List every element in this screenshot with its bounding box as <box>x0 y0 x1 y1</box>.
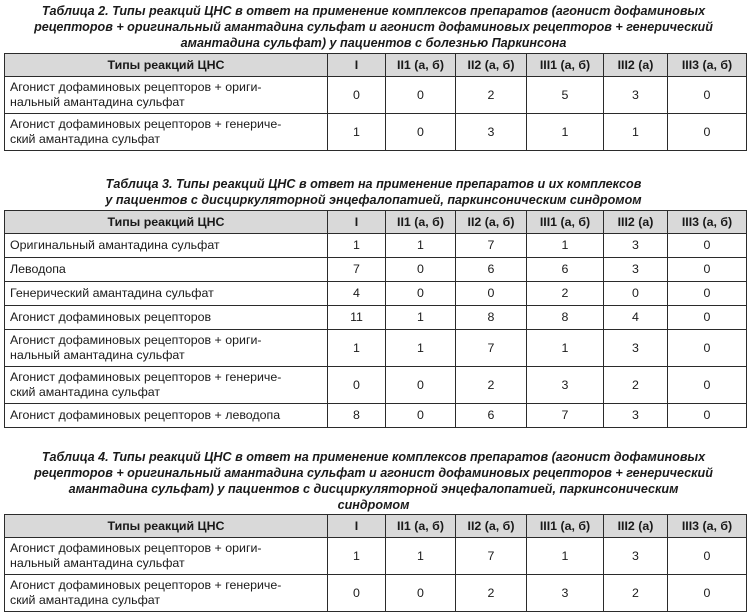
cell-value: 7 <box>456 330 527 367</box>
cell-value: 0 <box>668 367 747 404</box>
row-label-line: Агонист дофаминовых рецепторов <box>10 310 212 324</box>
cell-value: 4 <box>328 282 386 306</box>
cell-value: 2 <box>456 77 527 114</box>
cell-value: 8 <box>527 306 604 330</box>
table-3-caption <box>0 176 747 208</box>
table-row <box>5 77 747 114</box>
cell-value: 3 <box>456 114 527 151</box>
table-row <box>5 258 747 282</box>
cell-value: 0 <box>386 282 456 306</box>
row-label-line: ский амантадина сульфат <box>10 132 161 146</box>
row-label <box>5 234 328 258</box>
cell-value: 2 <box>604 575 668 612</box>
cell-value: 3 <box>527 575 604 612</box>
cell-value: 3 <box>604 330 668 367</box>
cell-value: 0 <box>386 77 456 114</box>
cell-value: 3 <box>604 77 668 114</box>
header-column: III3 (а, б) <box>668 515 747 538</box>
row-label-line: Леводопа <box>10 262 66 276</box>
table-2-caption <box>0 3 747 51</box>
cell-value: 0 <box>386 114 456 151</box>
cell-value: 0 <box>668 282 747 306</box>
row-label-line: ский амантадина сульфат <box>10 593 161 607</box>
cell-value: 6 <box>527 258 604 282</box>
cell-value: 1 <box>604 114 668 151</box>
table-3 <box>4 210 747 428</box>
cell-value: 2 <box>456 367 527 404</box>
row-label-line: Агонист дофаминовых рецепторов + генериче- <box>10 117 282 131</box>
cell-value: 3 <box>604 234 668 258</box>
header-column: III1 (а, б) <box>527 54 604 77</box>
header-column: III2 (а) <box>604 54 668 77</box>
row-label-line: Агонист дофаминовых рецепторов + генериче- <box>10 370 282 384</box>
cell-value: 7 <box>328 258 386 282</box>
cell-value: 0 <box>668 77 747 114</box>
header-column: II1 (а, б) <box>386 515 456 538</box>
cell-value: 1 <box>527 114 604 151</box>
header-column: III2 (а) <box>604 211 668 234</box>
table-4-caption <box>0 449 747 513</box>
row-label-line: нальный амантадина сульфат <box>10 95 185 109</box>
header-column: II1 (а, б) <box>386 211 456 234</box>
header-column: III2 (а) <box>604 515 668 538</box>
row-label <box>5 367 328 404</box>
cell-value: 4 <box>604 306 668 330</box>
row-label <box>5 258 328 282</box>
cell-value: 0 <box>386 367 456 404</box>
row-label-line: ский амантадина сульфат <box>10 385 161 399</box>
cell-value: 0 <box>456 282 527 306</box>
cell-value: 1 <box>527 538 604 575</box>
cell-value: 0 <box>668 234 747 258</box>
header-row <box>5 54 747 77</box>
table-row <box>5 330 747 367</box>
row-label <box>5 114 328 151</box>
cell-value: 5 <box>527 77 604 114</box>
cell-value: 8 <box>328 404 386 428</box>
table-row <box>5 306 747 330</box>
cell-value: 3 <box>604 404 668 428</box>
caption-line: у пациентов с дисциркуляторной энцефалопатией, паркинсоническим синдромом <box>105 193 642 207</box>
cell-value: 0 <box>328 77 386 114</box>
row-label <box>5 282 328 306</box>
cell-value: 0 <box>668 404 747 428</box>
caption-line: амантадина сульфат) у пациентов с болезнью Паркинсона <box>180 36 567 50</box>
row-label-line: Агонист дофаминовых рецепторов + ориги- <box>10 541 262 555</box>
cell-value: 1 <box>328 538 386 575</box>
cell-value: 1 <box>328 234 386 258</box>
cell-value: 0 <box>668 575 747 612</box>
caption-line: Таблица 3. Типы реакций ЦНС в ответ на применение препаратов и их комплексов <box>105 177 642 191</box>
cell-value: 3 <box>604 538 668 575</box>
row-label <box>5 538 328 575</box>
row-label <box>5 575 328 612</box>
row-label-line: Оригинальный амантадина сульфат <box>10 238 220 252</box>
cell-value: 0 <box>386 258 456 282</box>
header-reaction-type: Типы реакций ЦНС <box>5 54 328 77</box>
cell-value: 7 <box>527 404 604 428</box>
table-row <box>5 538 747 575</box>
cell-value: 0 <box>668 538 747 575</box>
cell-value: 1 <box>527 234 604 258</box>
cell-value: 0 <box>604 282 668 306</box>
header-column: I <box>328 211 386 234</box>
table-row <box>5 367 747 404</box>
header-column: II2 (а, б) <box>456 211 527 234</box>
table-row <box>5 114 747 151</box>
table-4 <box>4 514 747 612</box>
header-column: III1 (а, б) <box>527 211 604 234</box>
row-label-line: Генерический амантадина сульфат <box>10 286 214 300</box>
cell-value: 11 <box>328 306 386 330</box>
caption-line: Таблица 2. Типы реакций ЦНС в ответ на применение комплексов препаратов (агонист дофаминовых <box>41 4 706 18</box>
header-reaction-type: Типы реакций ЦНС <box>5 515 328 538</box>
row-label-line: Агонист дофаминовых рецепторов + леводопа <box>10 408 281 422</box>
row-label <box>5 77 328 114</box>
cell-value: 0 <box>386 404 456 428</box>
cell-value: 6 <box>456 258 527 282</box>
cell-value: 0 <box>328 575 386 612</box>
table-row <box>5 404 747 428</box>
cell-value: 1 <box>527 330 604 367</box>
header-row <box>5 515 747 538</box>
cell-value: 7 <box>456 538 527 575</box>
cell-value: 6 <box>456 404 527 428</box>
cell-value: 0 <box>328 367 386 404</box>
header-column: I <box>328 515 386 538</box>
cell-value: 1 <box>386 234 456 258</box>
header-column: III1 (а, б) <box>527 515 604 538</box>
row-label <box>5 330 328 367</box>
row-label-line: нальный амантадина сульфат <box>10 348 185 362</box>
row-label <box>5 306 328 330</box>
cell-value: 1 <box>386 538 456 575</box>
header-column: III3 (а, б) <box>668 54 747 77</box>
cell-value: 0 <box>668 306 747 330</box>
caption-line: рецепторов + оригинальный амантадина сульфат и агонист дофаминовых рецепторов + генерический <box>34 466 713 480</box>
caption-line: Таблица 4. Типы реакций ЦНС в ответ на применение комплексов препаратов (агонист дофаминовых <box>41 450 706 464</box>
cell-value: 0 <box>668 258 747 282</box>
header-column: III3 (а, б) <box>668 211 747 234</box>
cell-value: 0 <box>386 575 456 612</box>
cell-value: 2 <box>527 282 604 306</box>
table-row <box>5 282 747 306</box>
cell-value: 1 <box>386 306 456 330</box>
caption-line: синдромом <box>337 498 410 512</box>
cell-value: 0 <box>668 114 747 151</box>
cell-value: 1 <box>386 330 456 367</box>
table-row <box>5 575 747 612</box>
cell-value: 7 <box>456 234 527 258</box>
cell-value: 1 <box>328 330 386 367</box>
row-label-line: Агонист дофаминовых рецепторов + ориги- <box>10 80 262 94</box>
header-reaction-type: Типы реакций ЦНС <box>5 211 328 234</box>
row-label <box>5 404 328 428</box>
cell-value: 2 <box>604 367 668 404</box>
row-label-line: нальный амантадина сульфат <box>10 556 185 570</box>
header-column: II1 (а, б) <box>386 54 456 77</box>
header-column: II2 (а, б) <box>456 54 527 77</box>
cell-value: 0 <box>668 330 747 367</box>
row-label-line: Агонист дофаминовых рецепторов + генериче- <box>10 578 282 592</box>
cell-value: 2 <box>456 575 527 612</box>
header-column: II2 (а, б) <box>456 515 527 538</box>
cell-value: 8 <box>456 306 527 330</box>
table-row <box>5 234 747 258</box>
cell-value: 1 <box>328 114 386 151</box>
cell-value: 3 <box>527 367 604 404</box>
cell-value: 3 <box>604 258 668 282</box>
caption-line: амантадина сульфат) у пациентов с дисциркуляторной энцефалопатией, паркинсоническим <box>68 482 679 496</box>
row-label-line: Агонист дофаминовых рецепторов + ориги- <box>10 333 262 347</box>
table-2 <box>4 53 747 151</box>
header-row <box>5 211 747 234</box>
header-column: I <box>328 54 386 77</box>
caption-line: рецепторов + оригинальный амантадина сульфат и агонист дофаминовых рецепторов + генерический <box>34 20 713 34</box>
